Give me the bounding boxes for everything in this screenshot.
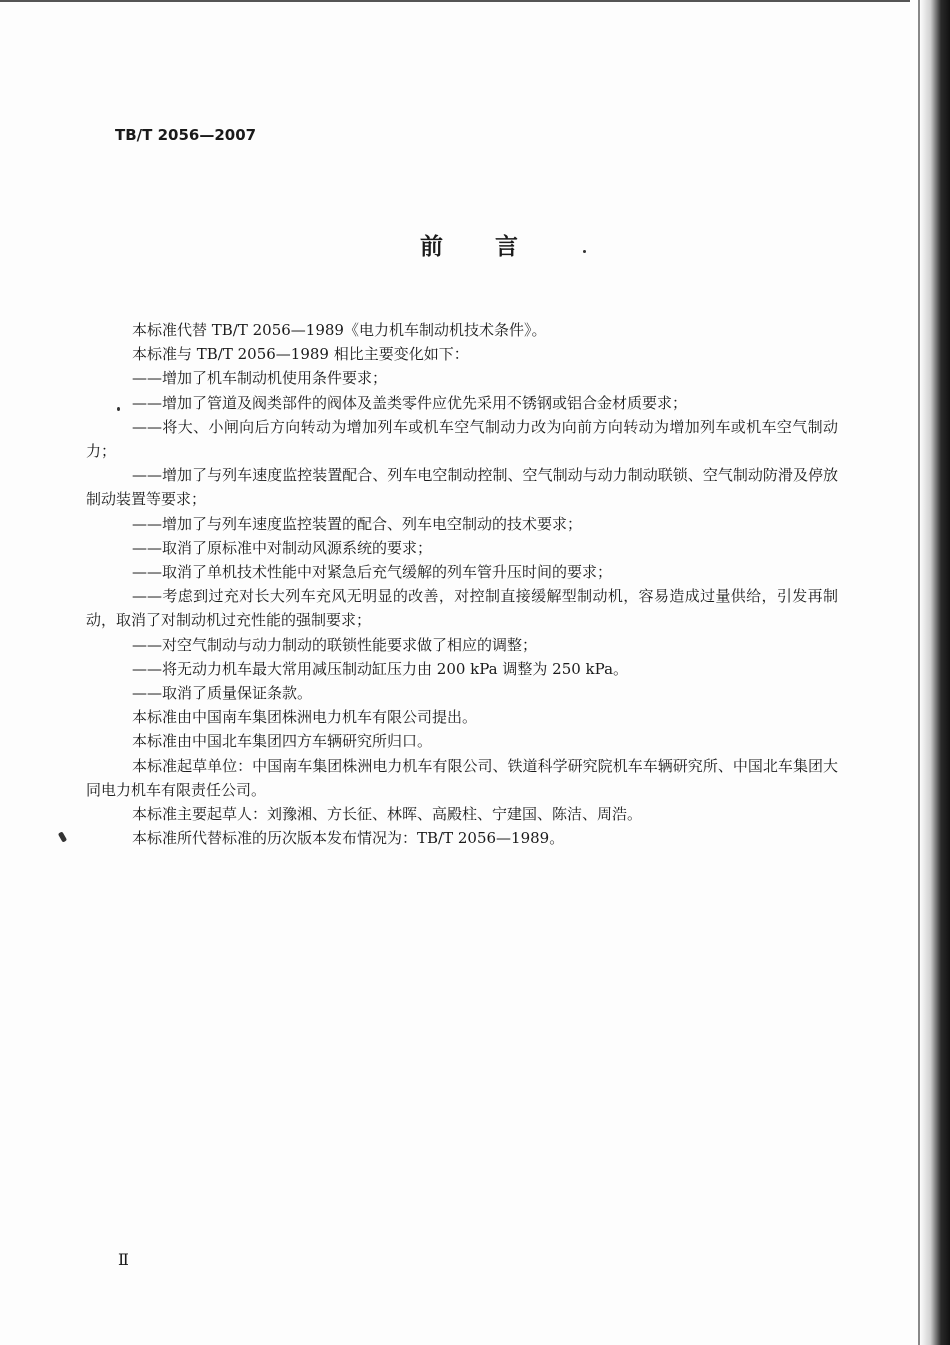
scan-right-shadow: [920, 0, 950, 1345]
change-item: ——取消了单机技术性能中对紧急后充气缓解的列车管升压时间的要求；: [132, 563, 613, 582]
change-item: ——增加了管道及阀类部件的阀体及盖类零件应优先采用不锈钢或铝合金材质要求；: [132, 393, 688, 412]
scan-top-border: [0, 0, 910, 2]
paragraph: 本标准主要起草人：刘豫湘、方长征、林晖、高殿柱、宁建国、陈洁、周浩。: [132, 805, 643, 824]
page-title: 前言: [420, 233, 570, 260]
scan-speck: [58, 831, 67, 842]
foreword-body: [86, 318, 838, 850]
page-number: Ⅱ: [118, 1250, 129, 1269]
change-item: ——取消了原标准中对制动风源系统的要求；: [132, 538, 433, 557]
change-item: ——增加了机车制动机使用条件要求；: [132, 369, 388, 388]
document-id: TB/T 2056—2007: [115, 126, 257, 144]
change-item: ——增加了与列车速度监控装置配合、列车电空制动控制、空气制动与动力制动联锁、空气制动防滑及停放制动装置等要求；: [86, 466, 838, 509]
paragraph: 本标准与 TB/T 2056—1989 相比主要变化如下：: [132, 345, 469, 364]
paragraph: 本标准所代替标准的历次版本发布情况为：TB/T 2056—1989。: [132, 829, 565, 848]
change-item: ——考虑到过充对长大列车充风无明显的改善，对控制直接缓解型制动机，容易造成过量供给，引发再制动，取消了对制动机过充性能的强制要求；: [86, 587, 838, 630]
paragraph: 本标准起草单位：中国南车集团株洲电力机车有限公司、铁道科学研究院机车车辆研究所、中国北车集团大同电力机车有限责任公司。: [86, 756, 838, 799]
paragraph: 本标准由中国南车集团株洲电力机车有限公司提出。: [132, 708, 478, 727]
change-item: ——将大、小闸向后方向转动为增加列车或机车空气制动力改为向前方向转动为增加列车或机车空气制动力；: [86, 417, 838, 461]
change-item: ——将无动力机车最大常用减压制动缸压力由 200 kPa 调整为 250 kPa。: [132, 659, 629, 678]
paragraph: 本标准由中国北车集团四方车辆研究所归口。: [132, 732, 433, 751]
change-item: ——增加了与列车速度监控装置的配合、列车电空制动的技术要求；: [132, 514, 583, 533]
paragraph: 本标准代替 TB/T 2056—1989《电力机车制动机技术条件》。: [132, 321, 547, 339]
change-item: ——取消了质量保证条款。: [132, 684, 313, 703]
scan-speck: [583, 250, 586, 253]
change-item: ——对空气制动与动力制动的联锁性能要求做了相应的调整；: [132, 635, 538, 654]
scan-speck: [117, 407, 120, 411]
